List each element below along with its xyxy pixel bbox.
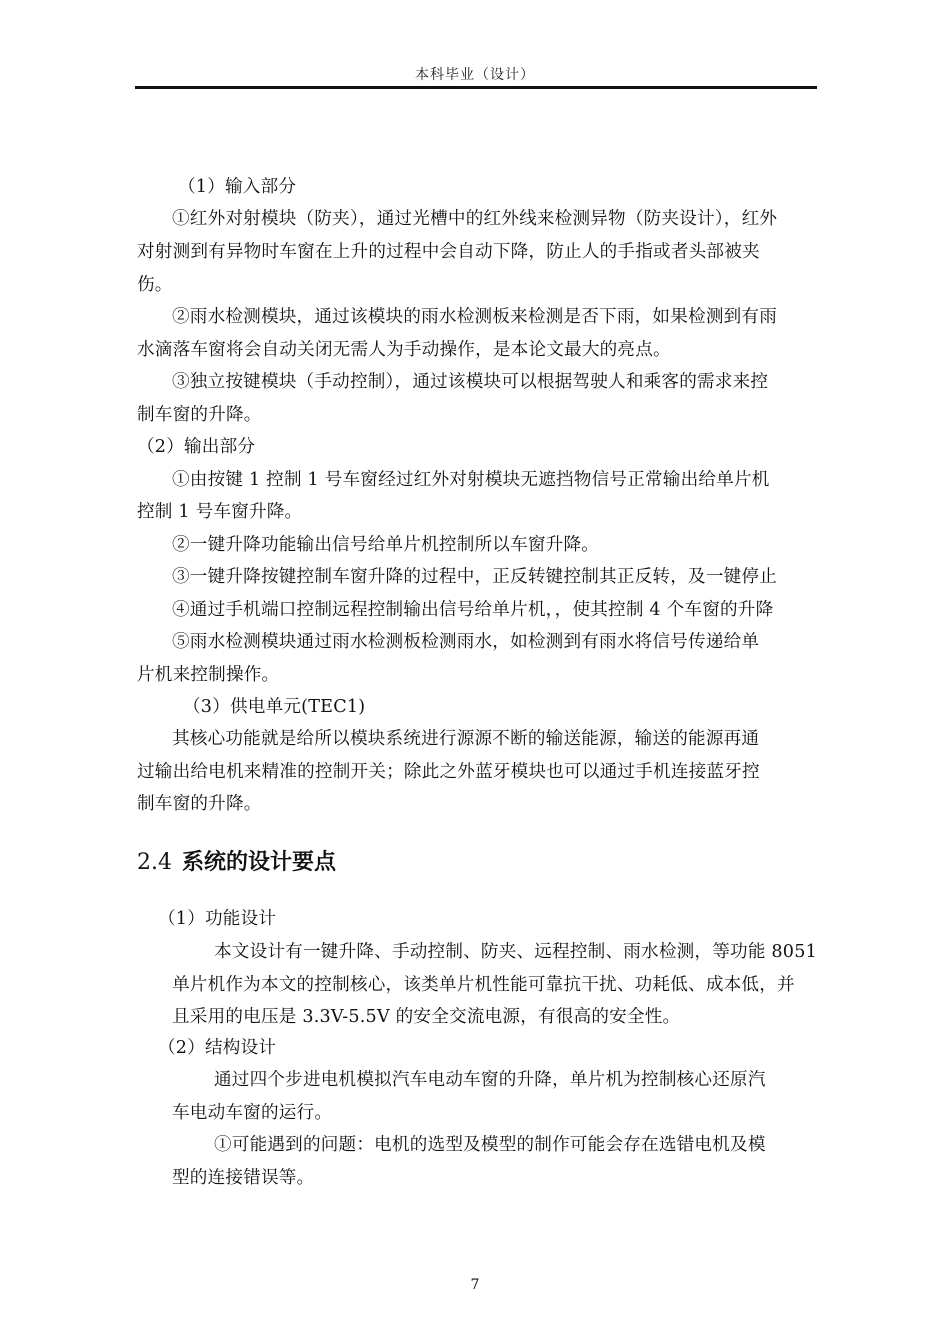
paragraph-line: ①由按键 1 控制 1 号车窗经过红外对射模块无遮挡物信号正常输出给单片机 [172, 470, 770, 490]
subheading-output: （2）输出部分 [137, 437, 256, 457]
paragraph-line: ③一键升降按键控制车窗升降的过程中，正反转键控制其正反转，及一键停止 [172, 567, 777, 587]
paragraph-line: ①可能遇到的问题：电机的选型及模型的制作可能会存在选错电机及模 [214, 1135, 766, 1155]
subheading-input: （1）输入部分 [178, 177, 297, 197]
paragraph-line: 车电动车窗的运行。 [172, 1103, 333, 1123]
paragraph-line: 其核心功能就是给所以模块系统进行源源不断的输送能源，输送的能源再通 [172, 729, 760, 749]
paragraph-line: ③独立按键模块（手动控制），通过该模块可以根据驾驶人和乘客的需求来控 [172, 372, 769, 392]
subheading-power: （3）供电单元(TEC1) [183, 697, 366, 717]
paragraph-line: 且采用的电压是 3.3V-5.5V 的安全交流电源，有很高的安全性。 [172, 1007, 681, 1027]
subheading-structure-design: （2）结构设计 [158, 1038, 277, 1058]
paragraph-line: 本文设计有一键升降、手动控制、防夹、远程控制、雨水检测，等功能 8051 [214, 942, 817, 962]
section-number: 2.4 [137, 850, 172, 875]
header-title: 本科毕业（设计） [415, 67, 535, 83]
paragraph-line: 过输出给电机来精准的控制开关；除此之外蓝牙模块也可以通过手机连接蓝牙控 [137, 762, 760, 782]
section-heading [137, 849, 336, 877]
paragraph-line: ⑤雨水检测模块通过雨水检测板检测雨水，如检测到有雨水将信号传递给单 [172, 632, 760, 652]
paragraph-line: ④通过手机端口控制远程控制输出信号给单片机，，使其控制 4 个车窗的升降 [172, 600, 774, 620]
paragraph-line: 伤。 [137, 275, 173, 295]
section-title: 系统的设计要点 [182, 850, 337, 875]
paragraph-line: 制车窗的升降。 [137, 794, 262, 814]
paragraph-line: 水滴落车窗将会自动关闭无需人为手动操作，是本论文最大的亮点。 [137, 340, 671, 360]
paragraph-line: 对射测到有异物时车窗在上升的过程中会自动下降，防止人的手指或者头部被夹 [137, 242, 760, 262]
paragraph-line: 制车窗的升降。 [137, 405, 262, 425]
paragraph-line: ②一键升降功能输出信号给单片机控制所以车窗升降。 [172, 535, 600, 555]
subheading-function-design: （1）功能设计 [158, 909, 277, 929]
header-rule [135, 86, 817, 89]
paragraph-line: 型的连接错误等。 [172, 1168, 315, 1188]
paragraph-line: ①红外对射模块（防夹），通过光槽中的红外线来检测异物（防夹设计），红外 [172, 209, 778, 229]
paragraph-line: 单片机作为本文的控制核心，该类单片机性能可靠抗干扰、功耗低、成本低，并 [172, 975, 795, 995]
paragraph-line: 通过四个步进电机模拟汽车电动车窗的升降，单片机为控制核心还原汽 [214, 1070, 766, 1090]
page-number: 7 [470, 1277, 480, 1293]
paragraph-line: 片机来控制操作。 [137, 665, 280, 685]
paragraph-line: 控制 1 号车窗升降。 [137, 502, 303, 522]
paragraph-line: ②雨水检测模块，通过该模块的雨水检测板来检测是否下雨，如果检测到有雨 [172, 307, 777, 327]
